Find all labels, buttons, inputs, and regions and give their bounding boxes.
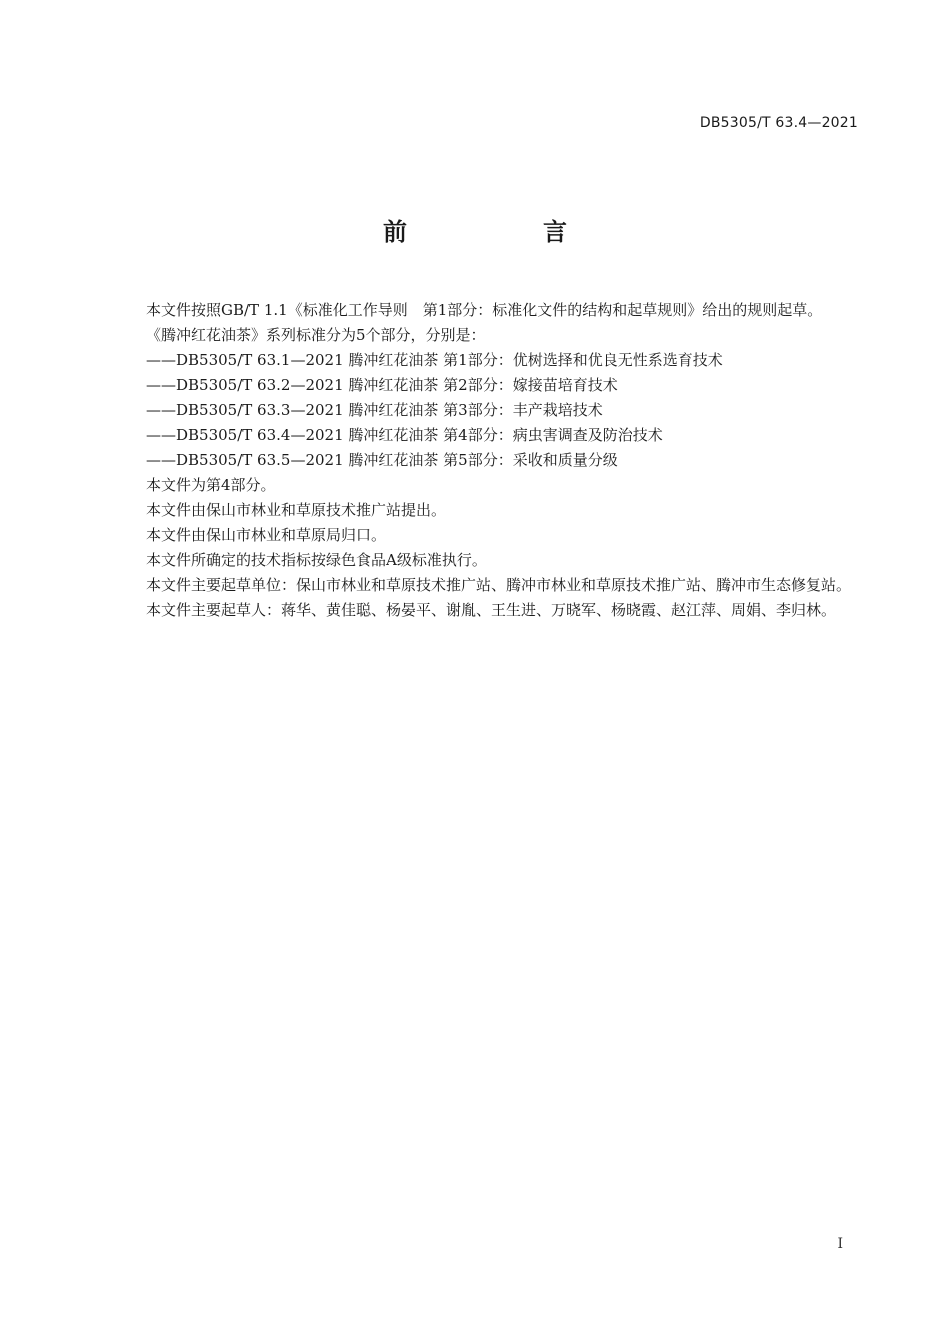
page-number: I [837,1236,843,1252]
list-item: ——DB5305/T 63.5—2021 腾冲红花油茶 第5部分：采收和质量分级 [146,451,618,469]
paragraph-drafting-units: 本文件主要起草单位：保山市林业和草原技术推广站、腾冲市林业和草原技术推广站、腾冲市生态修复站。 [146,576,852,594]
paragraph-part-number: 本文件为第4部分。 [146,476,276,494]
page-title: 前 言 [383,218,623,246]
paragraph-proposer: 本文件由保山市林业和草原技术推广站提出。 [146,501,447,519]
paragraph-drafting-rules: 本文件按照GB/T 1.1《标准化工作导则 第1部分：标准化文件的结构和起草规则》给出的规则起草。 [146,301,823,319]
document-body [113,298,859,623]
list-item: ——DB5305/T 63.3—2021 腾冲红花油茶 第3部分：丰产栽培技术 [146,401,603,419]
paragraph-drafters: 本文件主要起草人：蒋华、黄佳聪、杨晏平、谢胤、王生进、万晓军、杨晓霞、赵江萍、周娟、李归林。 [146,601,837,619]
document-code: DB5305/T 63.4—2021 [699,115,858,131]
list-item: ——DB5305/T 63.1—2021 腾冲红花油茶 第1部分：优树选择和优良无性系选育技术 [146,351,723,369]
series-list [113,348,859,473]
paragraph-technical-standard: 本文件所确定的技术指标按绿色食品A级标准执行。 [146,551,487,569]
list-item: ——DB5305/T 63.4—2021 腾冲红花油茶 第4部分：病虫害调查及防治技术 [146,426,663,444]
paragraph-administrator: 本文件由保山市林业和草原局归口。 [146,526,387,544]
list-item: ——DB5305/T 63.2—2021 腾冲红花油茶 第2部分：嫁接苗培育技术 [146,376,618,394]
paragraph-series-intro: 《腾冲红花油茶》系列标准分为5个部分，分别是： [146,326,486,344]
